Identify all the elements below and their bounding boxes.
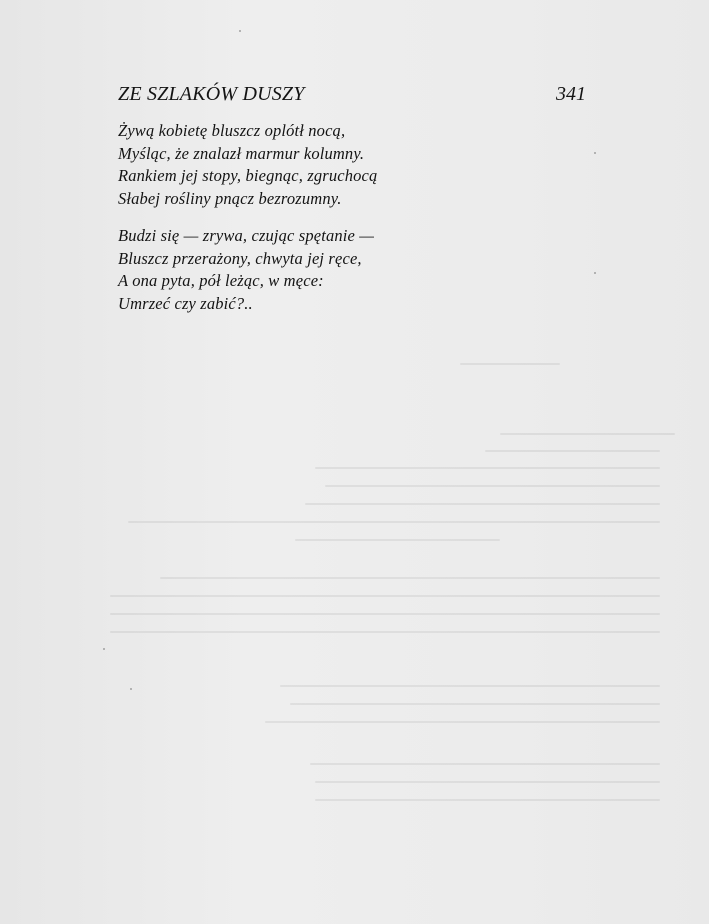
verse-line: Budzi się — zrywa, czując spętanie —: [118, 226, 375, 245]
paper-speck: [103, 648, 105, 650]
running-head: [118, 83, 586, 109]
running-title: ZE SZLAKÓW DUSZY: [118, 83, 305, 105]
stanza-2: [118, 225, 438, 315]
verse-line: A ona pyta, pół leżąc, w męce:: [118, 271, 324, 290]
stanza-1: [118, 120, 438, 210]
show-through-text: [100, 345, 660, 825]
verse-line: Słabej rośliny pnącz bezrozumny.: [118, 188, 342, 208]
verse-line: Umrzeć czy zabić?..: [118, 293, 253, 313]
poem: [118, 120, 438, 330]
paper-speck: [239, 30, 241, 32]
verse-line: Rankiem jej stopy, biegnąc, zgruchocą: [118, 166, 378, 185]
page-number: 341: [556, 83, 586, 105]
paper-speck: [594, 152, 596, 154]
verse-line: Bluszcz przerażony, chwyta jej ręce,: [118, 248, 362, 268]
verse-line: Myśląc, że znalazł marmur kolumny.: [118, 143, 365, 163]
paper-speck: [130, 688, 132, 690]
paper-speck: [594, 272, 596, 274]
verse-line: Żywą kobietę bluszcz oplótł nocą,: [118, 121, 346, 140]
